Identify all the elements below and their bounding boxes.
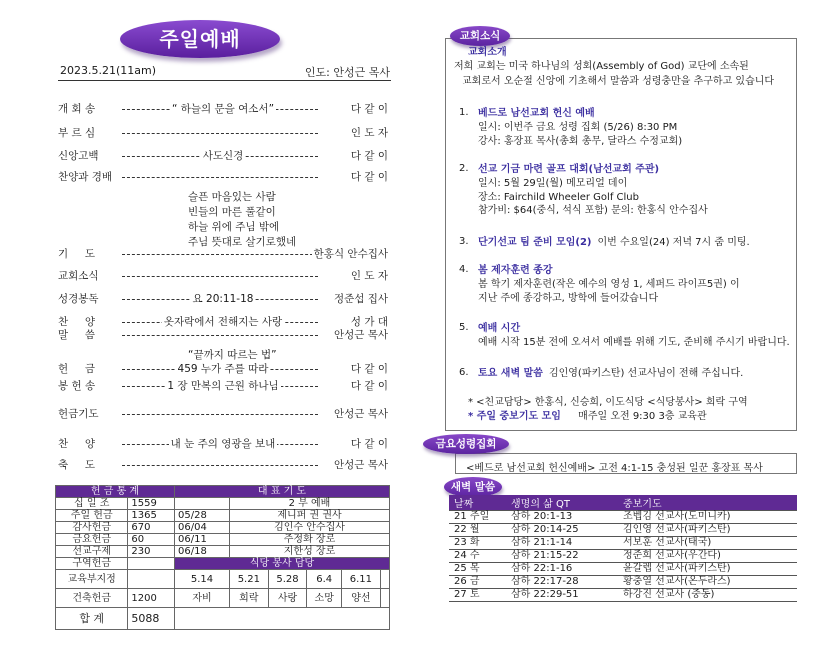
table-row bbox=[449, 589, 797, 602]
order-label: 기 도 bbox=[58, 248, 95, 260]
news-item-line: 예배 시작 15분 전에 오셔서 예배를 위해 기도, 준비해 주시기 바랍니다. bbox=[478, 337, 790, 348]
lyric-line: 하늘 위에 주님 밖에 bbox=[188, 221, 280, 233]
cafeteria-team: 양선 bbox=[342, 589, 381, 608]
lyric-line: 빈들의 마른 풀같이 bbox=[188, 206, 276, 218]
news-item-title: 예배 시간 bbox=[478, 323, 521, 334]
table-row bbox=[449, 550, 797, 563]
prayer-name: 제니퍼 권 권사 bbox=[230, 510, 390, 522]
table-row bbox=[449, 524, 797, 537]
service-leader: 인도: 안성근 목사 bbox=[304, 66, 390, 79]
cafeteria-date bbox=[380, 570, 389, 589]
intro-line: 저희 교회는 미국 하나님의 성회(Assembly of God) 교단에 소속된 bbox=[454, 61, 749, 72]
offering-header: 헌 금 통 계 bbox=[56, 486, 175, 498]
offering-label: 교육부지정 bbox=[56, 570, 128, 589]
order-responsible: 정준섭 집사 bbox=[333, 293, 388, 305]
order-row bbox=[58, 316, 388, 329]
order-responsible: 안성근 목사 bbox=[333, 459, 388, 471]
dawn-day: 27 토 bbox=[449, 589, 506, 602]
order-label: 찬 양 bbox=[58, 438, 95, 450]
order-row bbox=[58, 293, 388, 306]
service-date: 2023.5.21(11am) bbox=[60, 64, 157, 77]
prayer-meeting-detail: 매주일 오전 9:30 3층 교육관 bbox=[578, 411, 707, 422]
order-content-text: 내 눈 주의 영광을 보내 bbox=[170, 438, 276, 450]
news-item-heading bbox=[478, 236, 750, 249]
prayer-date: 06/11 bbox=[175, 534, 230, 546]
news-item-number: 5. bbox=[459, 322, 469, 333]
news-item-detail: 이번 수요일(24) 저녁 7시 줌 미팅. bbox=[597, 237, 750, 248]
order-content-text: 요 20:11-18 bbox=[192, 293, 254, 305]
order-content-text: 사도신경 bbox=[202, 150, 244, 162]
prayer-date: 06/04 bbox=[175, 522, 230, 534]
offering-value: 230 bbox=[128, 546, 175, 558]
order-responsible: 한홍식 안수집사 bbox=[313, 248, 388, 260]
cafeteria-date: 6.11 bbox=[342, 570, 381, 589]
intro-title: 교회소개 bbox=[468, 47, 507, 58]
offering-total-label: 합 계 bbox=[56, 608, 128, 630]
cafeteria-team bbox=[380, 589, 389, 608]
table-row bbox=[449, 576, 797, 589]
order-responsible: 안성근 목사 bbox=[333, 329, 388, 341]
dawn-header-prayer: 중보기도 bbox=[618, 495, 797, 511]
prayer-name: 주정화 장로 bbox=[230, 534, 390, 546]
offering-label: 금요헌금 bbox=[56, 534, 128, 546]
dawn-prayer-missionary: 김인영 선교사(파키스탄) bbox=[618, 524, 797, 537]
news-item-title: 선교 기금 마련 골프 대회(남선교회 주관) bbox=[478, 164, 660, 175]
prayer-header: 대 표 기 도 bbox=[175, 486, 390, 498]
news-item-line: 일시: 이번주 금요 성령 집회 (5/26) 8:30 PM bbox=[478, 122, 678, 133]
order-content bbox=[58, 363, 388, 376]
order-content-text: “ 하늘의 문을 여소서” bbox=[171, 103, 275, 115]
order-content-text: 옷자락에서 전해지는 사랑 bbox=[163, 316, 283, 328]
news-item-detail: 김인영(파키스탄) 선교사님이 전해 주십니다. bbox=[548, 368, 744, 379]
order-responsible: 안성근 목사 bbox=[333, 408, 388, 420]
order-responsible: 인 도 자 bbox=[350, 127, 388, 139]
offering-value: 1559 bbox=[128, 498, 175, 510]
offering-value: 1365 bbox=[128, 510, 175, 522]
order-responsible: 다 같 이 bbox=[350, 150, 388, 162]
cafeteria-team: 사랑 bbox=[268, 589, 307, 608]
cafeteria-date: 5.14 bbox=[175, 570, 230, 589]
news-item-number: 2. bbox=[459, 163, 469, 174]
order-label: 축 도 bbox=[58, 459, 95, 471]
dash-leader bbox=[122, 276, 318, 277]
dash-leader bbox=[122, 177, 318, 178]
prayer-name: 2 부 예배 bbox=[230, 498, 390, 510]
order-label: 헌 금 bbox=[58, 363, 95, 375]
news-item-title: 단기선교 팀 준비 모임(2) bbox=[478, 237, 592, 248]
prayer-meeting-title: * 주일 중보기도 모임 bbox=[468, 411, 561, 422]
dawn-header-date: 날짜 bbox=[449, 495, 506, 511]
order-label: 성경봉독 bbox=[58, 293, 99, 305]
prayer-name: 지한성 장로 bbox=[230, 546, 390, 558]
table-row bbox=[449, 537, 797, 550]
dawn-prayer-missionary: 하강진 선교사 (중동) bbox=[618, 589, 797, 602]
news-item-heading bbox=[478, 322, 520, 335]
order-row bbox=[58, 380, 388, 393]
prayer-meeting-line bbox=[468, 410, 707, 423]
news-item-line: 장소: Fairchild Wheeler Golf Club bbox=[478, 191, 639, 203]
dash-leader bbox=[122, 414, 318, 415]
news-item-title: 토요 새벽 말씀 bbox=[478, 368, 543, 379]
dash-leader bbox=[122, 254, 318, 255]
news-item-line: 일시: 5월 29일(월) 메모리얼 데이 bbox=[478, 178, 628, 189]
offering-value: 1200 bbox=[128, 589, 175, 608]
order-row bbox=[58, 171, 388, 184]
dawn-prayer-missionary: 정준희 선교사(우간다) bbox=[618, 550, 797, 563]
news-item-line: 지난 주에 종강하고, 방학에 들어갔습니다 bbox=[478, 292, 659, 304]
intro-line: 교회로서 오순절 신앙에 기초해서 말씀과 성령충만을 추구하고 있습니다 bbox=[462, 76, 775, 87]
prayer-name: 김인수 안수집사 bbox=[230, 522, 390, 534]
dawn-day: 26 금 bbox=[449, 576, 506, 589]
prayer-schedule-table bbox=[174, 485, 390, 630]
news-item-number: 3. bbox=[459, 236, 469, 247]
table-row bbox=[449, 511, 797, 524]
order-row bbox=[58, 363, 388, 376]
dawn-day: 22 월 bbox=[449, 524, 506, 537]
offering-value: 670 bbox=[128, 522, 175, 534]
dawn-schedule-table bbox=[449, 495, 797, 602]
duty-line: * <친교담당> 한홍식, 신승희, 이도식당 <식당봉사> 희락 구역 bbox=[468, 397, 748, 408]
dawn-day: 24 수 bbox=[449, 550, 506, 563]
order-label: 교회소식 bbox=[58, 270, 99, 282]
header-divider bbox=[58, 80, 391, 81]
news-item-heading bbox=[478, 107, 595, 120]
dawn-qt-passage: 삼하 20:14-25 bbox=[506, 524, 618, 537]
cafeteria-team: 소망 bbox=[307, 589, 342, 608]
dash-leader bbox=[122, 133, 318, 134]
offering-label: 감사헌금 bbox=[56, 522, 128, 534]
dawn-header-qt: 생명의 삶 QT bbox=[506, 495, 618, 511]
cafeteria-team: 희락 bbox=[230, 589, 269, 608]
table-row bbox=[449, 563, 797, 576]
order-content bbox=[58, 103, 388, 116]
dawn-prayer-missionary: 조벱김 선교사(도미니카) bbox=[618, 511, 797, 524]
offering-value bbox=[128, 570, 175, 589]
church-news-badge: 교회소식 bbox=[450, 26, 510, 46]
offering-value bbox=[128, 558, 175, 570]
offering-label: 십 일 조 bbox=[56, 498, 128, 510]
order-responsible: 성 가 대 bbox=[350, 316, 388, 328]
order-row bbox=[58, 408, 388, 421]
order-content bbox=[58, 316, 388, 329]
order-responsible: 다 같 이 bbox=[350, 171, 388, 183]
dawn-word-badge: 새벽 말씀 bbox=[444, 477, 502, 497]
news-item-line: 강사: 홍장표 목사(총회 총무, 달라스 수정교회) bbox=[478, 135, 683, 147]
order-row bbox=[58, 438, 388, 451]
order-label: 찬 양 bbox=[58, 316, 95, 328]
order-content bbox=[58, 380, 388, 393]
dawn-qt-passage: 삼하 21:15-22 bbox=[506, 550, 618, 563]
offering-label: 주일 헌금 bbox=[56, 510, 128, 522]
cafeteria-date: 5.21 bbox=[230, 570, 269, 589]
friday-service-text: <베드로 남선교회 헌신예배> 고전 4:1-15 충성된 일꾼 홍장표 목사 bbox=[466, 463, 763, 474]
order-content bbox=[58, 438, 388, 451]
dawn-prayer-missionary: 서보훈 선교사(태국) bbox=[618, 537, 797, 550]
news-item-number: 6. bbox=[459, 367, 469, 378]
order-label: 부 르 심 bbox=[58, 127, 96, 139]
order-label: 신앙고백 bbox=[58, 150, 99, 162]
news-item-number: 1. bbox=[459, 107, 469, 118]
friday-service-badge: 금요성령집회 bbox=[423, 434, 509, 454]
news-item-line: 참가비: $64(중식, 석식 포함) 문의: 한홍식 안수집사 bbox=[478, 205, 708, 216]
prayer-date: 05/28 bbox=[175, 510, 230, 522]
cafeteria-blank bbox=[175, 608, 390, 630]
news-item-heading bbox=[478, 264, 553, 277]
prayer-date bbox=[175, 498, 230, 510]
news-item-heading bbox=[478, 367, 743, 380]
dash-leader bbox=[122, 335, 318, 336]
dawn-prayer-missionary: 황충열 선교사(온두라스) bbox=[618, 576, 797, 589]
page-title: 주일예배 bbox=[120, 20, 280, 58]
dawn-qt-passage: 삼하 22:1-16 bbox=[506, 563, 618, 576]
cafeteria-header: 식당 봉사 담당 bbox=[175, 558, 390, 570]
dawn-day: 21 주일 bbox=[449, 511, 506, 524]
cafeteria-date: 6.4 bbox=[307, 570, 342, 589]
news-item-title: 봄 제자훈련 종강 bbox=[478, 265, 553, 276]
order-responsible: 다 같 이 bbox=[350, 380, 388, 392]
dawn-qt-passage: 삼하 21:1-14 bbox=[506, 537, 618, 550]
order-label: 봉 헌 송 bbox=[58, 380, 96, 392]
order-responsible: 다 같 이 bbox=[350, 438, 388, 450]
prayer-date: 06/18 bbox=[175, 546, 230, 558]
order-responsible: 인 도 자 bbox=[350, 270, 388, 282]
offering-table bbox=[55, 485, 175, 630]
cafeteria-team: 자비 bbox=[175, 589, 230, 608]
lyric-line: 주님 뜻대로 살기로했네 bbox=[188, 236, 297, 248]
dawn-day: 25 목 bbox=[449, 563, 506, 576]
dawn-day: 23 화 bbox=[449, 537, 506, 550]
offering-total-value: 5088 bbox=[128, 608, 175, 630]
order-row bbox=[58, 150, 388, 163]
dawn-prayer-missionary: 윤갈렙 선교사(파키스탄) bbox=[618, 563, 797, 576]
order-row bbox=[58, 103, 388, 116]
order-label: 개 회 송 bbox=[58, 103, 96, 115]
offering-value: 60 bbox=[128, 534, 175, 546]
order-content bbox=[58, 150, 388, 163]
dawn-qt-passage: 삼하 20:1-13 bbox=[506, 511, 618, 524]
dawn-qt-passage: 삼하 22:17-28 bbox=[506, 576, 618, 589]
order-row bbox=[58, 127, 388, 140]
order-label: 헌금기도 bbox=[58, 408, 99, 420]
news-item-heading bbox=[478, 163, 659, 176]
offering-label: 건축헌금 bbox=[56, 589, 128, 608]
order-row bbox=[58, 459, 388, 472]
lyric-line: 슬픈 마음있는 사람 bbox=[188, 191, 276, 203]
dawn-qt-passage: 삼하 22:29-51 bbox=[506, 589, 618, 602]
praise-lyrics bbox=[188, 190, 296, 250]
offering-label: 선교구제 bbox=[56, 546, 128, 558]
news-item-line: 봄 학기 제자훈련(작은 예수의 영성 1, 세퍼드 라이프5권) 이 bbox=[478, 279, 740, 290]
offering-label: 구역헌금 bbox=[56, 558, 128, 570]
news-item-title: 베드로 남선교회 헌신 예배 bbox=[478, 108, 595, 119]
dash-leader bbox=[122, 465, 318, 466]
order-label: 말 씀 bbox=[58, 329, 95, 341]
order-responsible: 다 같 이 bbox=[350, 103, 388, 115]
sermon-title: “끝까지 따르는 법” bbox=[188, 349, 277, 361]
news-item-number: 4. bbox=[459, 264, 469, 275]
order-row bbox=[58, 270, 388, 283]
order-row bbox=[58, 329, 388, 342]
order-content-text: 459 누가 주를 따라 bbox=[177, 363, 269, 375]
order-responsible: 다 같 이 bbox=[350, 363, 388, 375]
order-label: 찬양과 경배 bbox=[58, 171, 113, 183]
cafeteria-date: 5.28 bbox=[268, 570, 307, 589]
order-content-text: 1 장 만복의 근원 하나님 bbox=[167, 380, 279, 392]
